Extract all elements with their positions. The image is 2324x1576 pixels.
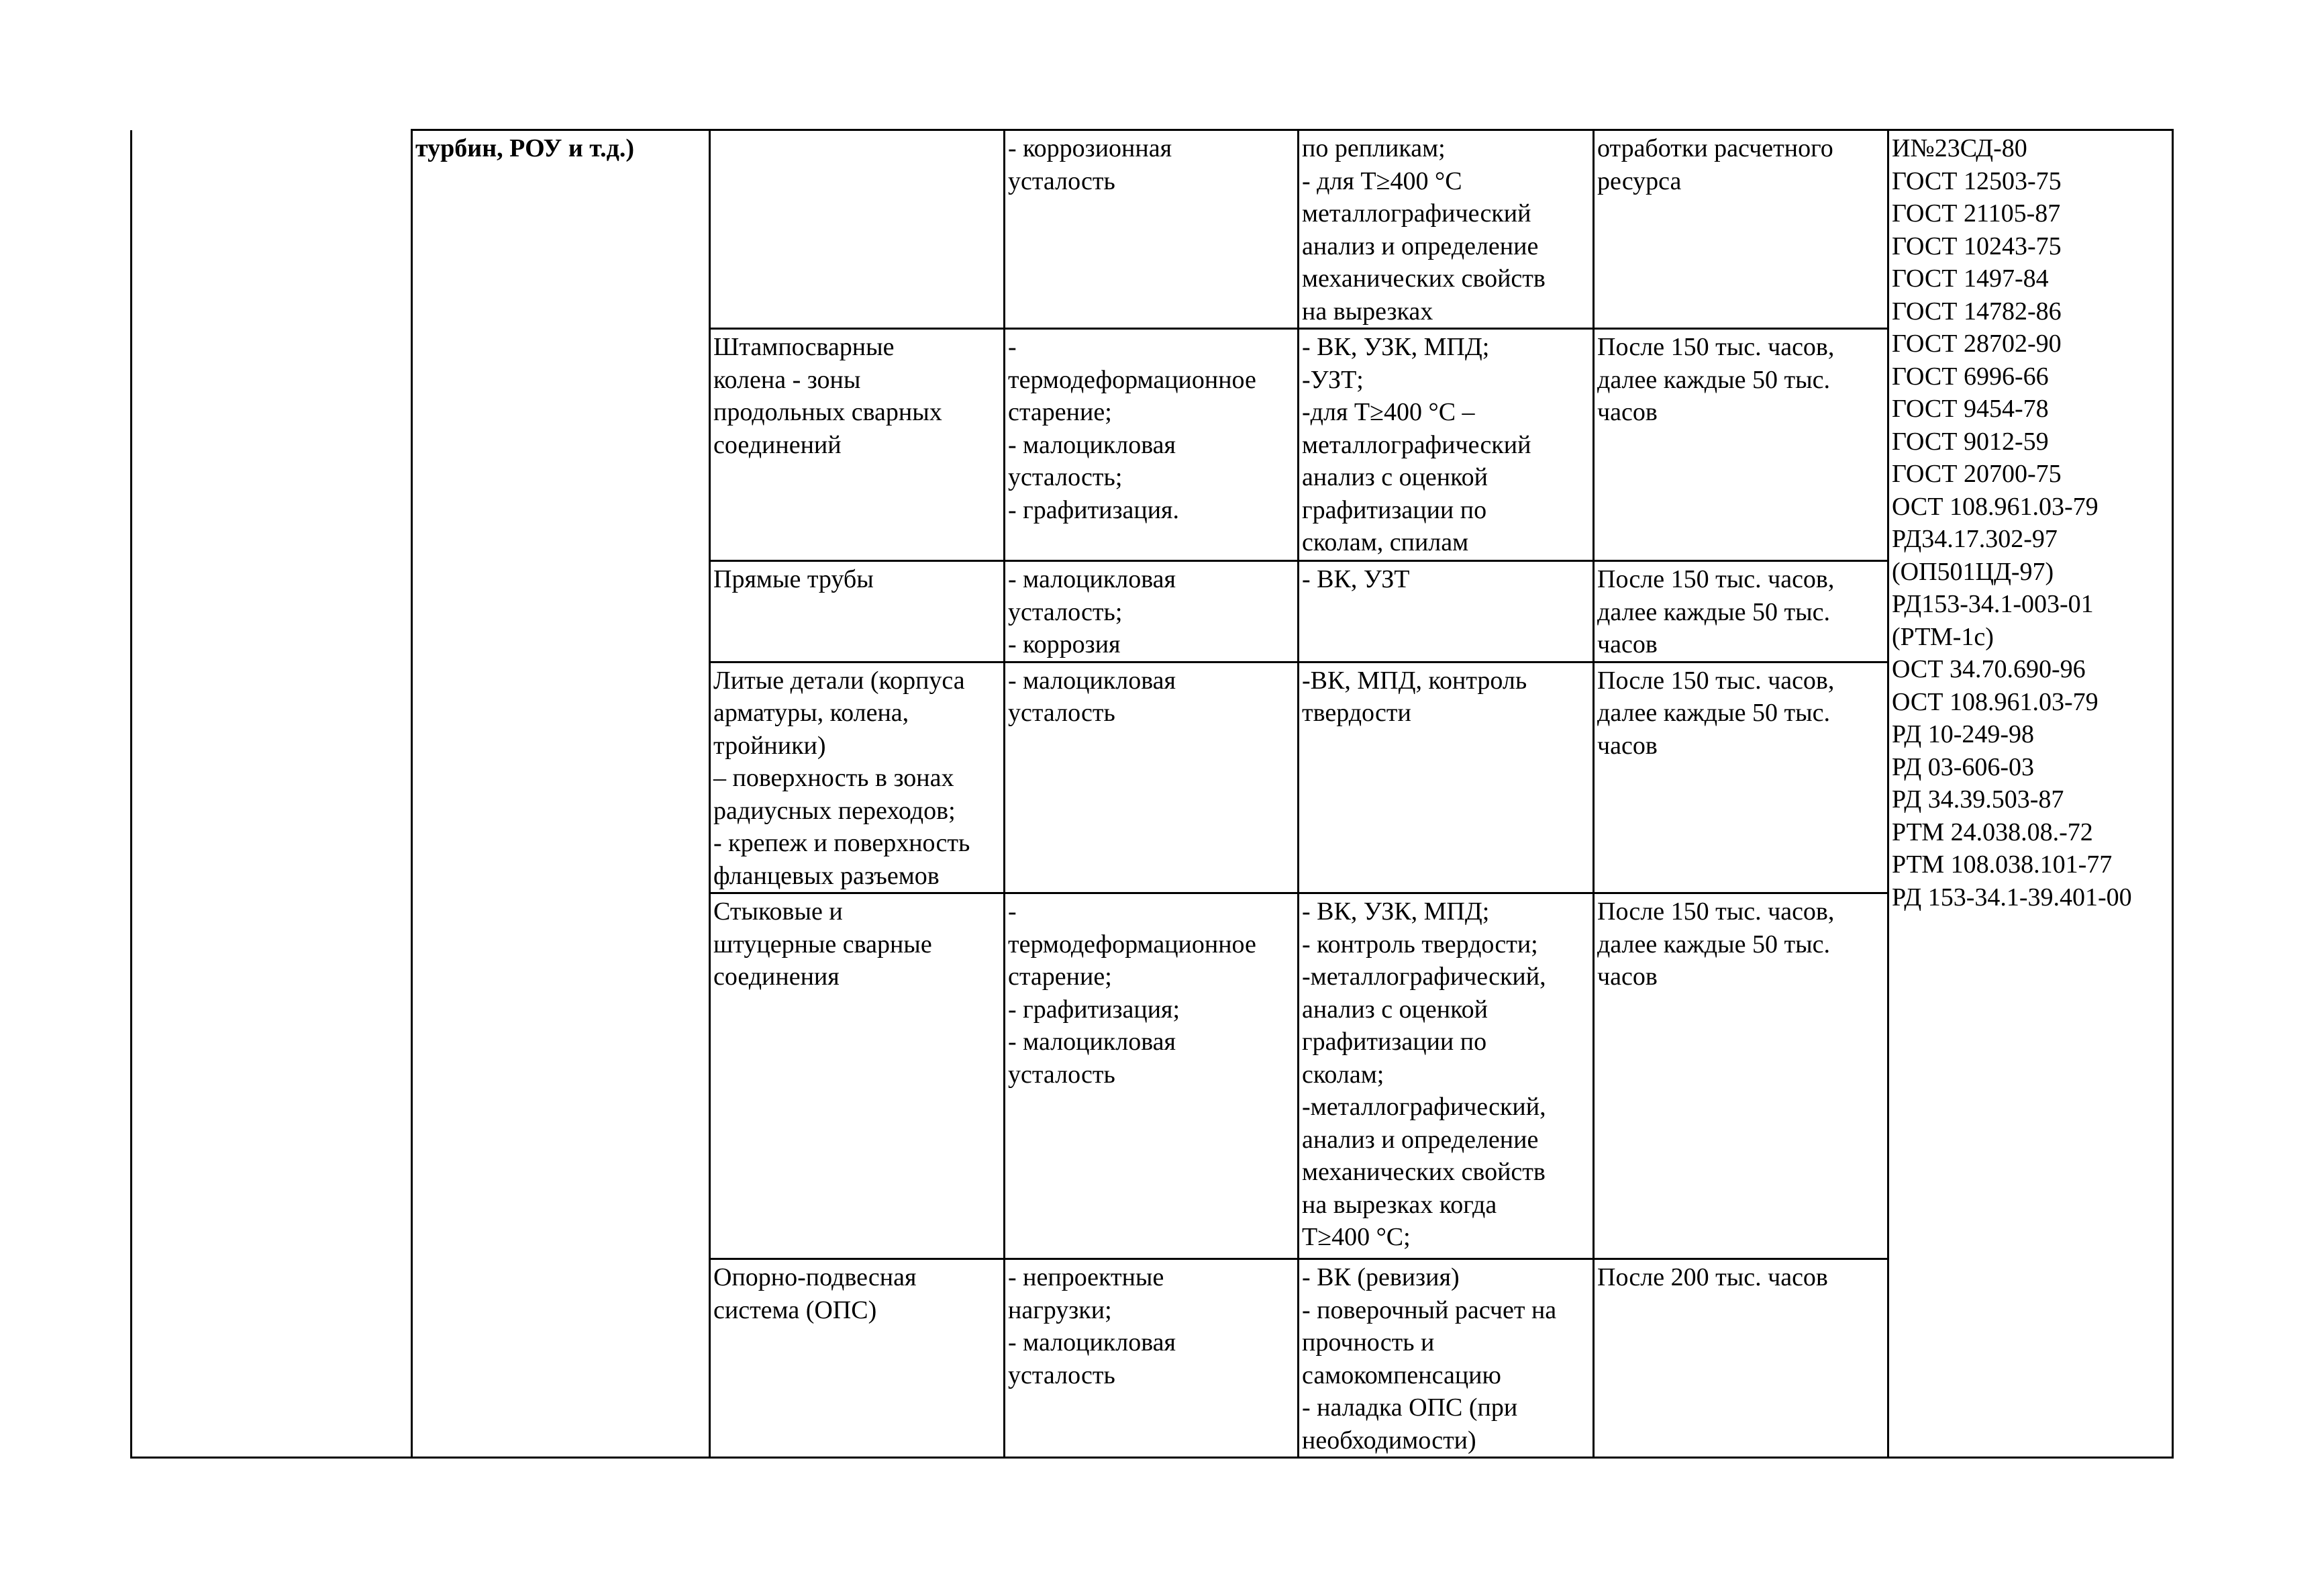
cell-line: металлографический	[1302, 430, 1531, 459]
cell-line: далее каждые 50 тыс.	[1597, 597, 1830, 626]
element-cell	[710, 893, 1005, 1259]
cell-line: анализ и определение	[1302, 232, 1539, 260]
cell-line: часов	[1597, 630, 1658, 658]
cell-line: - графитизация.	[1008, 495, 1180, 524]
cell-line: колена - зоны	[713, 365, 861, 394]
cell-line: (РТМ-1с)	[1892, 622, 1994, 651]
cell-line: далее каждые 50 тыс.	[1597, 365, 1830, 394]
method-cell	[1299, 1259, 1594, 1458]
cell-line: соединения	[713, 963, 840, 991]
cell-line: После 150 тыс. часов,	[1597, 897, 1835, 926]
cell-line: часов	[1597, 731, 1658, 760]
cell-line: - ВК, УЗК, МПД;	[1302, 333, 1490, 361]
method-cell	[1299, 662, 1594, 893]
cell-line: РД153-34.1-003-01	[1892, 590, 2094, 618]
cell-line: арматуры, колена,	[713, 699, 909, 727]
cell-line: графитизации по	[1302, 1028, 1487, 1056]
element-cell	[710, 561, 1005, 662]
cell-line: самокомпенсацию	[1302, 1361, 1501, 1389]
cell-line: - коррозионная	[1008, 134, 1172, 162]
cell-line: прочность и	[1302, 1328, 1435, 1357]
cell-line: ГОСТ 1497-84	[1892, 264, 2049, 293]
cell-line: Т≥400 °С;	[1302, 1223, 1411, 1251]
cell-line: -УЗТ;	[1302, 365, 1364, 394]
cell-line: часов	[1597, 963, 1658, 991]
cell-line: РД 34.39.503-87	[1892, 785, 2064, 814]
cell-line: -для Т≥400 °С –	[1302, 398, 1475, 426]
cell-line: ГОСТ 28702-90	[1892, 330, 2062, 358]
cell-line: РД 153-34.1-39.401-00	[1892, 883, 2132, 912]
cell-line: далее каждые 50 тыс.	[1597, 699, 1830, 727]
cell-line: РТМ 108.038.101-77	[1892, 850, 2113, 879]
cell-line: усталость	[1008, 166, 1115, 195]
cell-line: (ОП501ЦД-97)	[1892, 557, 2054, 586]
cell-line: - графитизация;	[1008, 995, 1180, 1024]
element-cell	[710, 329, 1005, 561]
cell-line: ГОСТ 9012-59	[1892, 427, 2049, 456]
cell-line: усталость;	[1008, 463, 1123, 491]
cell-line: ГОСТ 9454-78	[1892, 395, 2049, 423]
cell-line: анализ и определение	[1302, 1125, 1539, 1154]
cell-line: сколам, спилам	[1302, 528, 1469, 556]
cell-line: -ВК, МПД, контроль	[1302, 666, 1527, 695]
cell-line: усталость;	[1008, 597, 1123, 626]
cell-line: Прямые трубы	[713, 565, 874, 593]
cell-line: система (ОПС)	[713, 1295, 877, 1324]
cell-line: - для Т≥400 °С	[1302, 166, 1462, 195]
references-cell	[1888, 130, 2173, 1458]
group-number-cell	[132, 130, 412, 1458]
cell-line: старение;	[1008, 398, 1112, 426]
damage-cell	[1005, 561, 1299, 662]
period-cell	[1594, 893, 1888, 1259]
cell-line: старение;	[1008, 963, 1112, 991]
cell-line: термодеформационное	[1008, 365, 1256, 394]
cell-line: металлографический	[1302, 199, 1531, 228]
cell-line: – поверхность в зонах	[713, 764, 954, 792]
cell-line: Литые детали (корпуса	[713, 666, 965, 695]
cell-line: После 150 тыс. часов,	[1597, 565, 1835, 593]
cell-line: фланцевых разъемов	[713, 861, 940, 890]
cell-line: -металлографический,	[1302, 963, 1546, 991]
cell-line: по репликам;	[1302, 134, 1446, 162]
cell-line: Стыковые и	[713, 897, 843, 926]
cell-line: ГОСТ 20700-75	[1892, 460, 2062, 488]
method-cell	[1299, 893, 1594, 1259]
cell-line: РТМ 24.038.08.-72	[1892, 818, 2093, 846]
period-cell	[1594, 561, 1888, 662]
cell-line: И№23СД-80	[1892, 134, 2027, 162]
cell-line: штуцерные сварные	[713, 930, 932, 958]
damage-cell	[1005, 329, 1299, 561]
element-cell	[710, 662, 1005, 893]
cell-line: усталость	[1008, 699, 1115, 727]
cell-line: -металлографический,	[1302, 1093, 1546, 1121]
cell-line: Опорно-подвесная	[713, 1263, 917, 1291]
cell-line: усталость	[1008, 1060, 1115, 1089]
cell-line: - крепеж и поверхность	[713, 829, 970, 857]
object-cell	[412, 130, 710, 1458]
table-body	[132, 130, 2173, 1458]
continuation-table	[130, 129, 2174, 1459]
damage-cell	[1005, 130, 1299, 329]
cell-line: - малоцикловая	[1008, 1028, 1176, 1056]
cell-line: на вырезках когда	[1302, 1190, 1497, 1219]
cell-line: анализ с оценкой	[1302, 463, 1488, 491]
cell-line: ОСТ 34.70.690-96	[1892, 655, 2086, 683]
cell-line: тройники)	[713, 731, 826, 760]
method-cell	[1299, 130, 1594, 329]
cell-line: механических свойств	[1302, 1158, 1546, 1186]
cell-line: графитизации по	[1302, 495, 1487, 524]
damage-cell	[1005, 893, 1299, 1259]
cell-line: - наладка ОПС (при	[1302, 1393, 1518, 1422]
cell-line: продольных сварных	[713, 398, 942, 426]
cell-line: ОСТ 108.961.03-79	[1892, 492, 2099, 521]
cell-line: необходимости)	[1302, 1426, 1476, 1455]
cell-line: - ВК, УЗТ	[1302, 565, 1410, 593]
cell-line: далее каждые 50 тыс.	[1597, 930, 1830, 958]
cell-line: отработки расчетного	[1597, 134, 1833, 162]
cell-line: - коррозия	[1008, 630, 1121, 658]
cell-line: ГОСТ 12503-75	[1892, 166, 2062, 195]
cell-line: После 150 тыс. часов,	[1597, 333, 1835, 361]
cell-line: После 200 тыс. часов	[1597, 1263, 1828, 1291]
cell-line: Штампосварные	[713, 333, 895, 361]
cell-line: - малоцикловая	[1008, 430, 1176, 459]
cell-line: термодеформационное	[1008, 930, 1256, 958]
period-cell	[1594, 130, 1888, 329]
element-cell	[710, 1259, 1005, 1458]
cell-line: на вырезках	[1302, 297, 1433, 326]
cell-line: механических свойств	[1302, 264, 1546, 293]
cell-line: - малоцикловая	[1008, 1328, 1176, 1357]
cell-line: усталость	[1008, 1361, 1115, 1389]
cell-line: РД34.17.302-97	[1892, 525, 2058, 553]
period-cell	[1594, 329, 1888, 561]
cell-line: РД 03-606-03	[1892, 752, 2035, 781]
cell-line: - малоцикловая	[1008, 565, 1176, 593]
cell-line: нагрузки;	[1008, 1295, 1112, 1324]
cell-line: ГОСТ 10243-75	[1892, 232, 2062, 260]
cell-line: твердости	[1302, 699, 1411, 727]
cell-line: ГОСТ 14782-86	[1892, 297, 2062, 326]
period-cell	[1594, 662, 1888, 893]
cell-line: сколам;	[1302, 1060, 1384, 1089]
object-label: турбин, РОУ и т.д.)	[415, 134, 634, 162]
cell-line: - контроль твердости;	[1302, 930, 1538, 958]
cell-line: - непроектные	[1008, 1263, 1164, 1291]
cell-line: - малоцикловая	[1008, 666, 1176, 695]
cell-line: часов	[1597, 398, 1658, 426]
cell-line: ОСТ 108.961.03-79	[1892, 687, 2099, 716]
cell-line: радиусных переходов;	[713, 796, 956, 825]
cell-line: -	[1008, 333, 1017, 361]
cell-line: ресурса	[1597, 166, 1682, 195]
damage-cell	[1005, 1259, 1299, 1458]
cell-line: - ВК, УЗК, МПД;	[1302, 897, 1490, 926]
cell-line: После 150 тыс. часов,	[1597, 666, 1835, 695]
cell-line: ГОСТ 21105-87	[1892, 199, 2061, 228]
method-cell	[1299, 561, 1594, 662]
method-cell	[1299, 329, 1594, 561]
cell-line: ГОСТ 6996-66	[1892, 362, 2049, 391]
damage-cell	[1005, 662, 1299, 893]
table-row	[132, 130, 2173, 329]
cell-line: соединений	[713, 430, 842, 459]
cell-line: - ВК (ревизия)	[1302, 1263, 1460, 1291]
element-cell	[710, 130, 1005, 329]
cell-line: -	[1008, 897, 1017, 926]
cell-line: РД 10-249-98	[1892, 720, 2035, 748]
period-cell	[1594, 1259, 1888, 1458]
cell-line: - поверочный расчет на	[1302, 1295, 1557, 1324]
cell-line: анализ с оценкой	[1302, 995, 1488, 1024]
